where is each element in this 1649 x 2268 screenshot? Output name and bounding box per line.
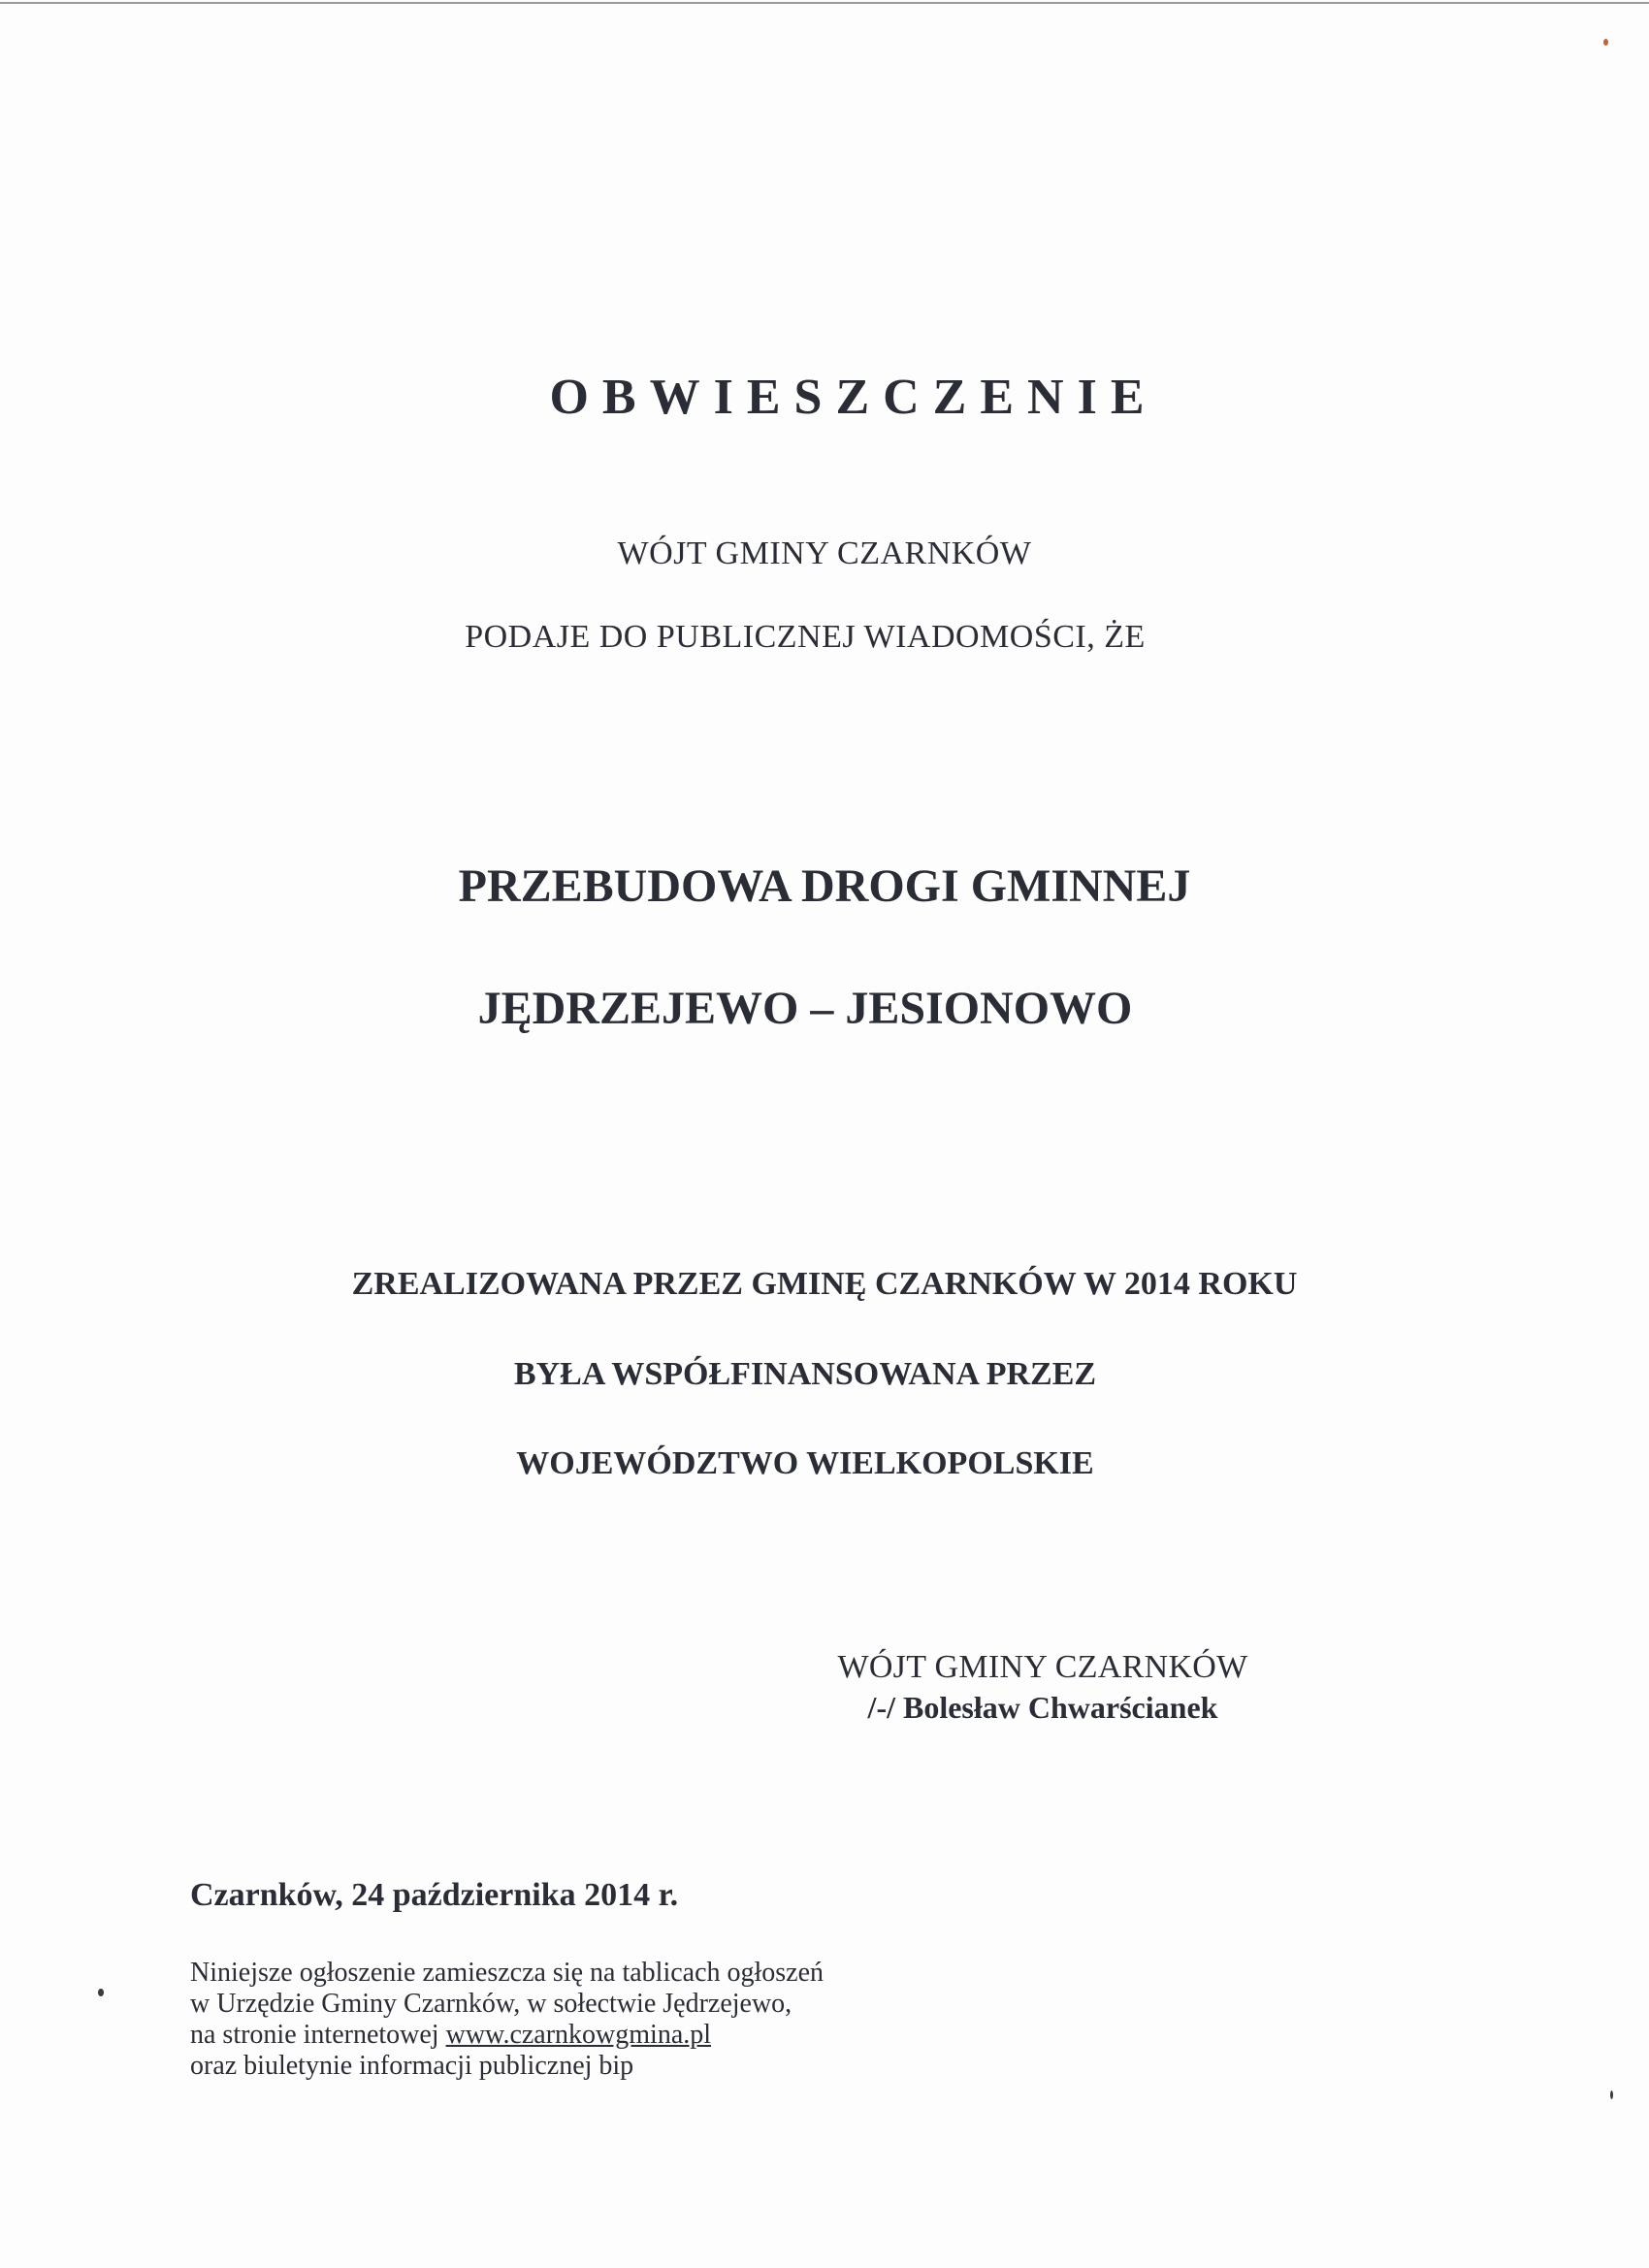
publication-notice — [190, 1958, 824, 2082]
website-link[interactable]: www.czarnkowgmina.pl — [445, 2020, 712, 2050]
scan-speck — [98, 1989, 104, 1996]
document-title: OBWIESZCZENIE — [549, 370, 1158, 425]
funding-line3: WOJEWÓDZTWO WIELKOPOLSKIE — [516, 1445, 1094, 1481]
signature-name: /-/ Bolesław Chwarścianek — [867, 1690, 1218, 1725]
funding-line2: BYŁA WSPÓŁFINANSOWANA PRZEZ — [513, 1356, 1097, 1392]
notice-text: na stronie internetowej — [190, 2020, 446, 2050]
announcement-line: PODAJE DO PUBLICZNEJ WIADOMOŚCI, ŻE — [465, 619, 1146, 655]
scan-speck — [1610, 2090, 1613, 2099]
signature-block — [791, 1649, 1295, 1726]
notice-line: oraz biuletynie informacji publicznej bip — [190, 2051, 634, 2081]
date-place: Czarnków, 24 października 2014 r. — [190, 1877, 679, 1913]
project-title-line2: JĘDRZEJEWO – JESIONOWO — [477, 983, 1133, 1034]
signature-title: WÓJT GMINY CZARNKÓW — [837, 1649, 1248, 1685]
issuer-line: WÓJT GMINY CZARNKÓW — [617, 535, 1032, 571]
scan-edge — [0, 2, 1649, 4]
notice-line — [190, 2020, 824, 2051]
project-title-line1: PRZEBUDOWA DROGI GMINNEJ — [458, 860, 1191, 912]
notice-line: w Urzędzie Gminy Czarnków, w sołectwie Jędrzejewo, — [190, 1989, 792, 2019]
scan-speck — [1603, 39, 1608, 46]
funding-line1: ZREALIZOWANA PRZEZ GMINĘ CZARNKÓW W 2014 ROKU — [351, 1266, 1298, 1302]
notice-line: Niniejsze ogłoszenie zamieszcza się na tablicach ogłoszeń — [190, 1958, 824, 1988]
